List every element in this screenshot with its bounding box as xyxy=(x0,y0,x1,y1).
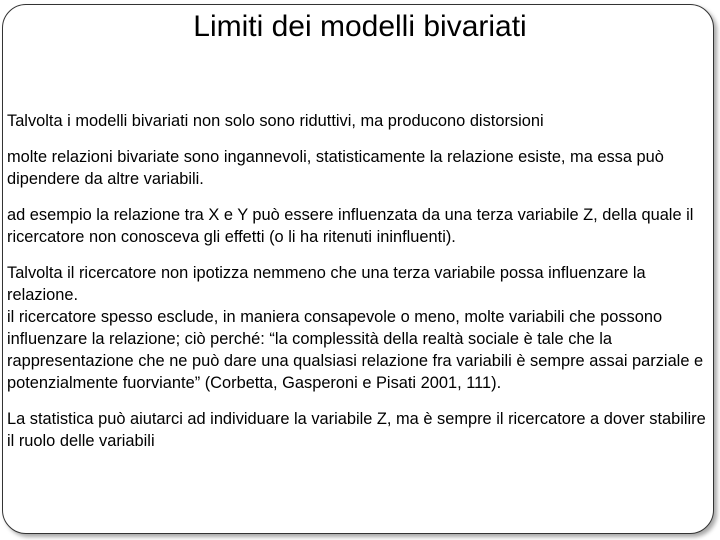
slide-body xyxy=(7,110,715,466)
paragraph-5: il ricercatore spesso esclude, in maniera consapevole o meno, molte variabili che possono influenzare la relazione; ciò perché: “la complessità della realtà sociale è tale che la rappresentazione che ne può dare una qualsiasi relazione fra variabili è sempre assai parziale e potenzialmente fuorviante” (Corbetta, Gasperoni e Pisati 2001, 111). xyxy=(7,308,704,392)
paragraph-3: ad esempio la relazione tra X e Y può essere influenzata da una terza variabile Z, della quale il ricercatore non conosceva gli effetti (o li ha ritenuti ininfluenti). xyxy=(7,206,694,246)
paragraph-6: La statistica può aiutarci ad individuare la variabile Z, ma è sempre il ricercatore a dover stabilire il ruolo delle variabili xyxy=(7,410,706,450)
paragraph-2: molte relazioni bivariate sono ingannevoli, statisticamente la relazione esiste, ma essa può dipendere da altre variabili. xyxy=(7,148,664,188)
paragraph-4: Talvolta il ricercatore non ipotizza nemmeno che una terza variabile possa influenzare la relazione. xyxy=(7,264,646,304)
paragraph-1: Talvolta i modelli bivariati non solo sono riduttivi, ma producono distorsioni xyxy=(7,112,544,130)
slide-title: Limiti dei modelli bivariati xyxy=(193,10,527,43)
